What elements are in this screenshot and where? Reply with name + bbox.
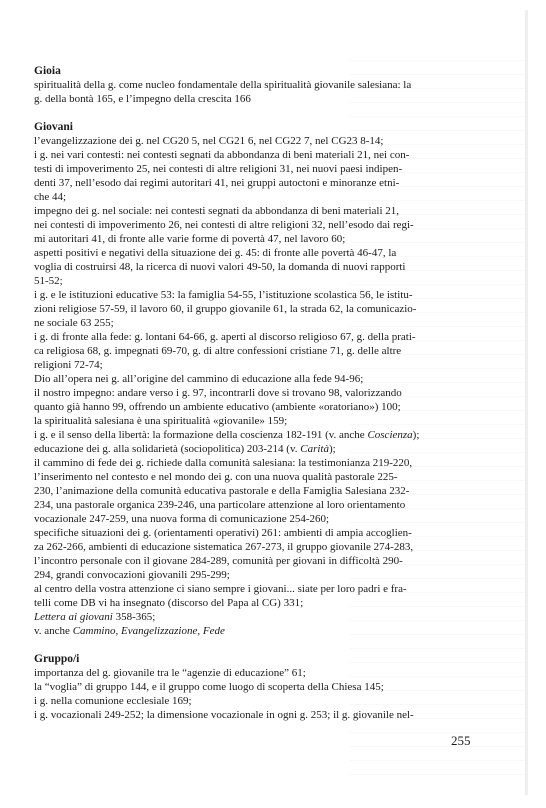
entry-line: za 262-266, ambienti di educazione sistematica 267-273, il gruppo giovanile 274-283, bbox=[34, 541, 414, 553]
entry-line: che 44; bbox=[34, 191, 67, 203]
index-entry-gruppo bbox=[34, 652, 474, 722]
index-content bbox=[34, 64, 474, 722]
entry-line: 234, una pastorale organica 239-246, una particolare attenzione al loro orientamento bbox=[34, 499, 406, 511]
entry-line: 294, grandi convocazioni giovanili 295-299; bbox=[34, 569, 230, 581]
entry-line: telli come DB vi ha insegnato (discorso del Papa al CG) 331; bbox=[34, 597, 304, 609]
entry-line: mi autoritari 41, di fronte alle varie forme di povertà 47, nel lavoro 60; bbox=[34, 233, 346, 245]
entry-line: i g. nella comunione ecclesiale 169; bbox=[34, 695, 192, 707]
entry-line: i g. e le istituzioni educative 53: la famiglia 54-55, l’istituzione scolastica 56, le istitu- bbox=[34, 289, 413, 301]
entry-line: l’incontro personale con il giovane 284-289, comunità per giovani in difficoltà 290- bbox=[34, 555, 403, 567]
entry-line: v. anche Cammino, Evangelizzazione, Fede bbox=[34, 625, 225, 637]
entry-line: educazione dei g. alla solidarietà (sociopolitica) 203-214 (v. Carità); bbox=[34, 443, 336, 455]
entry-line: Dio all’opera nei g. all’origine del cammino di educazione alla fede 94-96; bbox=[34, 373, 364, 385]
entry-line: ne sociale 63 255; bbox=[34, 317, 114, 329]
entry-line: zioni religiose 57-59, il lavoro 60, il gruppo giovanile 61, la strada 62, la comunicazio- bbox=[34, 303, 417, 315]
entry-line: al centro della vostra attenzione ci siano sempre i giovani... siate per loro padri e fra- bbox=[34, 583, 407, 595]
index-entry-gioia bbox=[34, 64, 474, 106]
entry-line: importanza del g. giovanile tra le “agenzie di educazione” 61; bbox=[34, 667, 306, 679]
entry-line: la spiritualità salesiana è una spiritualità «giovanile» 159; bbox=[34, 415, 288, 427]
entry-line: nei contesti di impoverimento 26, nei contesti di altre religioni 32, nell’esodo dai regi- bbox=[34, 219, 414, 231]
entry-line: Lettera ai giovani 358-365; bbox=[34, 611, 156, 623]
entry-line: il nostro impegno: andare verso i g. 97, incontrarli dove si trovano 98, valorizzando bbox=[34, 387, 402, 399]
entry-line: i g. nei vari contesti: nei contesti segnati da abbondanza di beni materiali 21, nei con- bbox=[34, 149, 410, 161]
entry-heading: Giovani bbox=[34, 121, 73, 133]
entry-line: voglia di costruirsi 48, la ricerca di nuovi valori 49-50, la domanda di nuovi rapporti bbox=[34, 261, 406, 273]
entry-line: g. della bontà 165, e l’impegno della crescita 166 bbox=[34, 93, 251, 105]
entry-line: ca religiosa 68, g. impegnati 69-70, g. di altre confessioni cristiane 71, g. delle altre bbox=[34, 345, 402, 357]
index-entry-giovani bbox=[34, 120, 474, 638]
entry-line: specifiche situazioni dei g. (orientamenti operativi) 261: ambienti di ampia accoglien- bbox=[34, 527, 412, 539]
entry-line: l’evangelizzazione dei g. nel CG20 5, nel CG21 6, nel CG22 7, nel CG23 8-14; bbox=[34, 135, 384, 147]
entry-line: quanto già hanno 99, offrendo un ambiente educativo (ambiente «oratoriano») 100; bbox=[34, 401, 401, 413]
entry-heading: Gruppo/i bbox=[34, 653, 80, 665]
entry-line: impegno dei g. nel sociale: nei contesti segnati da abbondanza di beni materiali 21, bbox=[34, 205, 400, 217]
entry-line: 230, l’animazione della comunità educativa pastorale e della Famiglia Salesiana 232- bbox=[34, 485, 410, 497]
entry-line: i g. vocazionali 249-252; la dimensione vocazionale in ogni g. 253; il g. giovanile nel- bbox=[34, 709, 414, 721]
entry-line: testi di impoverimento 25, nei contesti di altre religioni 31, nei nuovi paesi indipen- bbox=[34, 163, 403, 175]
entry-line: i g. e il senso della libertà: la formazione della coscienza 182-191 (v. anche Coscienza); bbox=[34, 429, 420, 441]
entry-line: l’inserimento nel contesto e nel mondo dei g. con una nuova qualità pastorale 225- bbox=[34, 471, 398, 483]
entry-line: vocazionale 247-259, una nuova forma di comunicazione 254-260; bbox=[34, 513, 330, 525]
entry-line: denti 37, nell’esodo dai regimi autoritari 41, nei gruppi autoctoni e minoranze etni- bbox=[34, 177, 400, 189]
entry-heading: Gioia bbox=[34, 65, 61, 77]
entry-line: 51-52; bbox=[34, 275, 63, 287]
page-number: 255 bbox=[451, 733, 471, 748]
entry-line: la “voglia” di gruppo 144, e il gruppo come luogo di scoperta della Chiesa 145; bbox=[34, 681, 384, 693]
entry-line: aspetti positivi e negativi della situazione dei g. 45: di fronte alle povertà 46-47, la bbox=[34, 247, 397, 259]
entry-line: religioni 72-74; bbox=[34, 359, 103, 371]
entry-line: spiritualità della g. come nucleo fondamentale della spiritualità giovanile salesiana: la bbox=[34, 79, 412, 91]
page-edge bbox=[525, 10, 528, 795]
entry-line: i g. di fronte alla fede: g. lontani 64-66, g. aperti al discorso religioso 67, g. della prati- bbox=[34, 331, 416, 343]
entry-line: il cammino di fede dei g. richiede dalla comunità salesiana: la testimonianza 219-220, bbox=[34, 457, 413, 469]
